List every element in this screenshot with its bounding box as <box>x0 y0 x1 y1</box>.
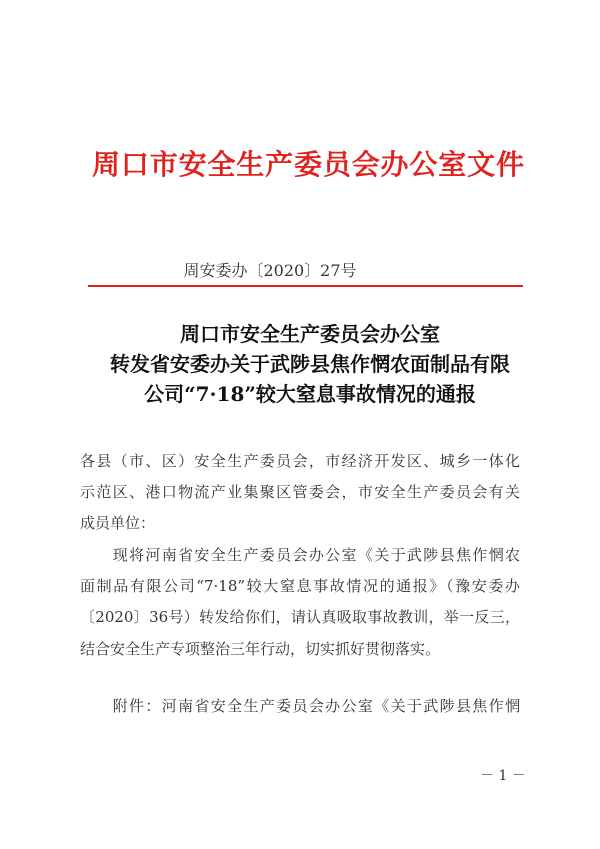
document-title-line: 转发省安委办关于武陟县焦作惘农面制品有限 <box>110 352 510 376</box>
red-divider <box>88 285 523 287</box>
document-header-title: 周口市安全生产委员会办公室文件 <box>92 148 524 181</box>
body-line: 成员单位： <box>80 514 156 532</box>
body-line: 各县（市、区）安全生产委员会，市经济开发区、城乡一体化 <box>80 452 520 470</box>
body-line: 示范区、港口物流产业集聚区管委会，市安全生产委员会有关 <box>80 483 520 501</box>
attachment-line: 附件：河南省安全生产委员会办公室《关于武陟县焦作惘 <box>80 697 520 715</box>
document-number: 周安委办〔2020〕27号 <box>183 261 357 280</box>
body-line: 面制品有限公司“7·18”较大窒息事故情况的通报》（豫安委办 <box>80 577 520 595</box>
document-title-line: 周口市安全生产委员会办公室 <box>180 322 440 346</box>
page-number: － 1 － <box>480 768 526 784</box>
document-title-line: 公司“7·18”较大窒息事故情况的通报 <box>144 382 476 406</box>
body-line: 〔2020〕36号）转发给你们，请认真吸取事故教训，举一反三， <box>80 608 520 626</box>
body-line: 现将河南省安全生产委员会办公室《关于武陟县焦作惘农 <box>80 546 520 564</box>
body-line: 结合安全生产专项整治三年行动，切实抓好贯彻落实。 <box>80 640 441 658</box>
